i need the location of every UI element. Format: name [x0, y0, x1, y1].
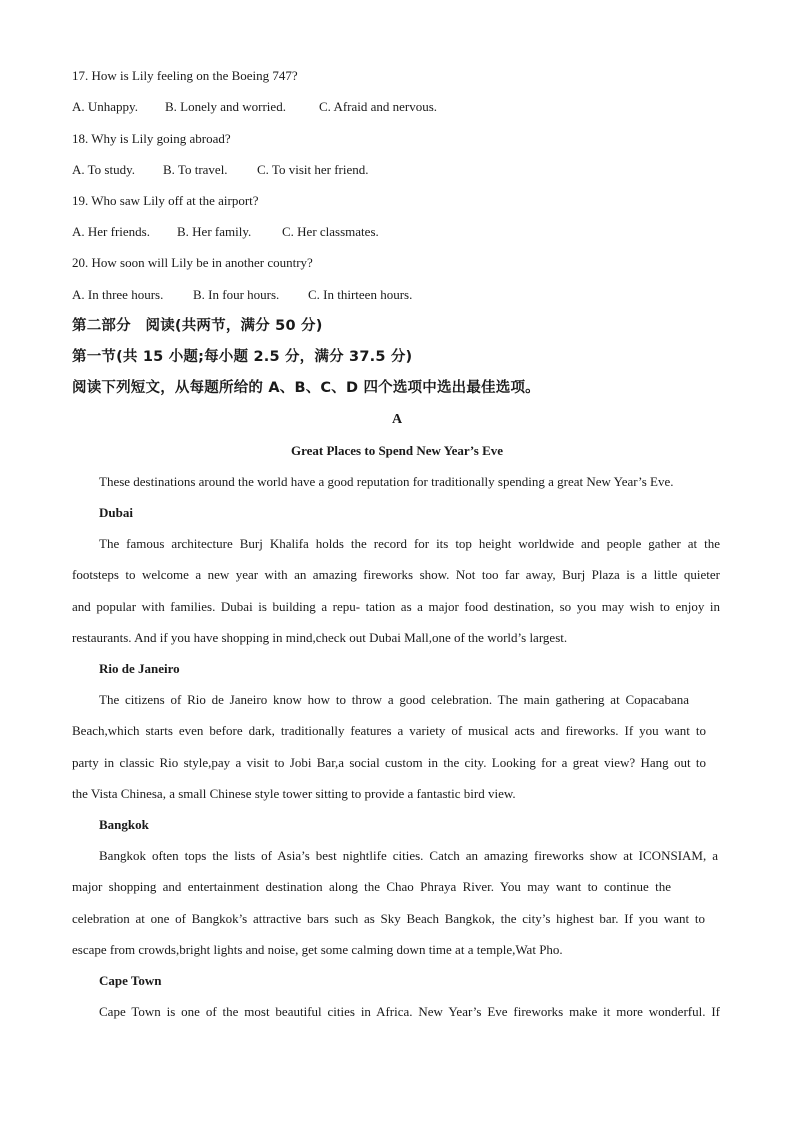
option-b: B. Lonely and worried.	[165, 99, 286, 114]
heading-rio: Rio de Janeiro	[99, 661, 180, 676]
paragraph-line: and popular with families. Dubai is building a repu- tation as a major food destination, so you may wish to enjoy in	[72, 599, 720, 614]
paragraph-line: major shopping and entertainment destination along the Chao Phraya River. You may want to continue the	[72, 879, 671, 894]
heading-dubai: Dubai	[99, 505, 133, 520]
option-a: A. Unhappy.	[72, 99, 138, 114]
paragraph-line: Cape Town is one of the most beautiful cities in Africa. New Year’s Eve fireworks make it more wonderful. If	[99, 1004, 720, 1019]
paragraph-line: The citizens of Rio de Janeiro know how to throw a good celebration. The main gathering at Copacabana	[99, 692, 689, 707]
passage-title: Great Places to Spend New Year’s Eve	[290, 443, 504, 458]
paragraph-line: Bangkok often tops the lists of Asia’s best nightlife cities. Catch an amazing fireworks show at ICONSIAM, a	[99, 848, 718, 863]
passage-intro: These destinations around the world have a good reputation for traditionally spending a great New Year’s Eve.	[99, 474, 674, 489]
option-a: A. In three hours.	[72, 287, 164, 302]
paragraph-line: restaurants. And if you have shopping in mind,check out Dubai Mall,one of the world’s largest.	[72, 630, 568, 645]
option-a: A. To study.	[72, 162, 136, 177]
reading-instruction: 阅读下列短文，从每题所给的 A、B、C、D 四个选项中选出最佳选项。	[72, 380, 540, 396]
option-c: C. Afraid and nervous.	[319, 99, 438, 114]
question-18-options	[72, 162, 369, 178]
option-a: A. Her friends.	[72, 224, 150, 239]
question-20: 20. How soon will Lily be in another country?	[72, 255, 313, 270]
option-b: B. To travel.	[163, 162, 228, 177]
paragraph-line: party in classic Rio style,pay a visit to Jobi Bar,a social custom in the city. Looking for a great view? Hang out to	[72, 755, 706, 770]
option-b: B. In four hours.	[193, 287, 280, 302]
section-one-heading: 第一节(共 15 小题;每小题 2.5 分，满分 37.5 分)	[72, 349, 413, 365]
paragraph-line: Beach,which starts even before dark, traditionally features a variety of musical acts and fireworks. If you want to	[72, 723, 706, 738]
part-two-heading: 第二部分 阅读(共两节，满分 50 分)	[72, 318, 323, 334]
question-19: 19. Who saw Lily off at the airport?	[72, 193, 259, 208]
paragraph-line: footsteps to welcome a new year with an amazing fireworks show. Not too far away, Burj Plaza is a little quieter	[72, 567, 720, 582]
option-c: C. In thirteen hours.	[308, 287, 413, 302]
paragraph-line: the Vista Chinesa, a small Chinese style tower sitting to provide a fantastic bird view.	[72, 786, 516, 801]
question-20-options	[72, 287, 412, 303]
heading-cape-town: Cape Town	[99, 973, 162, 988]
passage-letter: A	[391, 412, 403, 427]
option-c: C. To visit her friend.	[257, 162, 369, 177]
question-18: 18. Why is Lily going abroad?	[72, 131, 231, 146]
option-c: C. Her classmates.	[282, 224, 379, 239]
question-17-options	[72, 99, 437, 115]
question-19-options	[72, 224, 379, 240]
paragraph-line: escape from crowds,bright lights and noise, get some calming down time at a temple,Wat Pho.	[72, 942, 563, 957]
paragraph-line: celebration at one of Bangkok’s attractive bars such as Sky Beach Bangkok, the city’s highest bar. If you want to	[72, 911, 705, 926]
question-17: 17. How is Lily feeling on the Boeing 747?	[72, 68, 298, 83]
paragraph-line: The famous architecture Burj Khalifa holds the record for its top height worldwide and people gather at the	[99, 536, 720, 551]
heading-bangkok: Bangkok	[99, 817, 149, 832]
option-b: B. Her family.	[177, 224, 252, 239]
